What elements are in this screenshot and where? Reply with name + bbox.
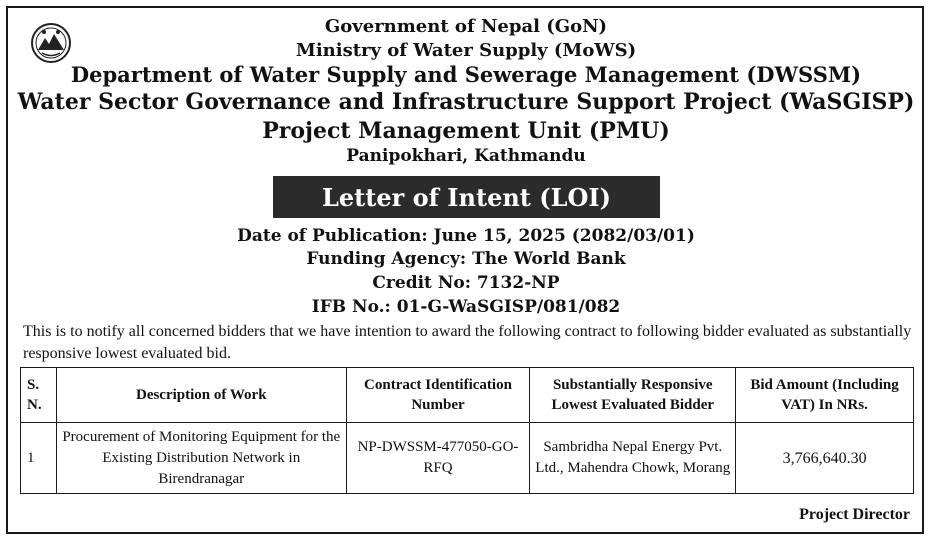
header-contract-id: Contract Identification Number xyxy=(346,368,530,423)
header-ministry: Ministry of Water Supply (MoWS) xyxy=(295,40,637,61)
header-amount: Bid Amount (Including VAT) In NRs. xyxy=(736,368,914,423)
award-table xyxy=(20,367,914,494)
cell-description: Procurement of Monitoring Equipment for the Existing Distribution Network in Birendranagar xyxy=(56,423,346,494)
cell-contract-id: NP-DWSSM-477050-GO-RFQ xyxy=(346,423,530,494)
publication-date: Date of Publication: June 15, 2025 (2082/03/01) xyxy=(237,226,695,246)
header-sn: S. N. xyxy=(21,368,57,423)
header-description: Description of Work xyxy=(56,368,346,423)
page-title: Letter of Intent (LOI) xyxy=(273,176,660,218)
header-government: Government of Nepal (GoN) xyxy=(324,16,608,37)
cell-bidder: Sambridha Nepal Energy Pvt. Ltd., Mahendra Chowk, Morang xyxy=(530,423,736,494)
signatory: Project Director xyxy=(799,506,910,523)
ifb-number: IFB No.: 01-G-WaSGISP/081/082 xyxy=(311,297,621,317)
cell-sn: 1 xyxy=(21,423,57,494)
header-pmu: Project Management Unit (PMU) xyxy=(262,118,670,144)
credit-number: Credit No: 7132-NP xyxy=(372,273,560,293)
funding-agency: Funding Agency: The World Bank xyxy=(306,249,626,269)
cell-amount: 3,766,640.30 xyxy=(736,423,914,494)
table-header-row xyxy=(21,368,914,423)
header-department: Department of Water Supply and Sewerage Management (DWSSM) xyxy=(70,62,862,87)
notice-text: This is to notify all concerned bidders that we have intention to award the following contract to following bidder evaluated as substantially responsive lowest evaluated bid. xyxy=(23,323,912,362)
header-project: Water Sector Governance and Infrastructure Support Project (WaSGISP) xyxy=(17,89,915,115)
header-address: Panipokhari, Kathmandu xyxy=(346,146,586,166)
header-bidder: Substantially Responsive Lowest Evaluated Bidder xyxy=(530,368,736,423)
table-row xyxy=(21,423,914,494)
